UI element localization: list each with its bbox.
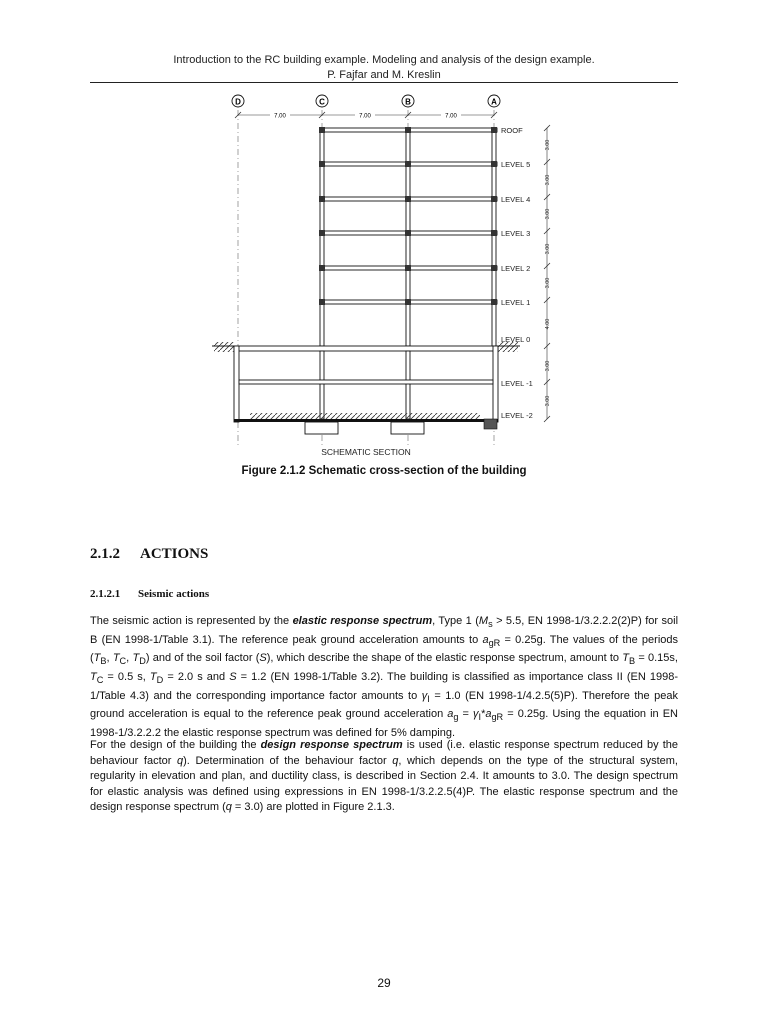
- storey-dim: 3.00: [545, 360, 551, 372]
- grid-axis-bubbles: [232, 95, 500, 107]
- term-design-response-spectrum: design response spectrum: [260, 739, 403, 751]
- storey-height-dimensions: [544, 125, 551, 422]
- figure-caption: Figure 2.1.2 Schematic cross-section of the building: [241, 465, 527, 477]
- basement-structure: [212, 342, 520, 434]
- level-label: LEVEL 2: [501, 264, 531, 273]
- level-label: LEVEL 4: [501, 195, 531, 204]
- page-number: 29: [377, 976, 391, 990]
- level-label: LEVEL 5: [501, 160, 531, 169]
- subsection-title: Seismic actions: [138, 588, 210, 600]
- level-label: LEVEL 0: [501, 335, 531, 344]
- storey-dim: 3.00: [545, 174, 551, 186]
- storey-dim: 3.00: [545, 139, 551, 151]
- paragraph-seismic-action: The seismic action is represented by the elastic response spectrum, Type 1 ($M_s > 5.5$, EN 1998-1/3.2.2.2(2)P) for soil B (EN 1998-1/Table 3.1). The reference peak ground acceleration amounts to $a_{gR} = 0.25g$. The values of the periods ($T_B$, $T_C$, $T_D$) and of the soil factor (S), which describe the shape of the elastic response spectrum, amount to $T_B = 0.15s$, $T_C = 0.5$ s, $T_D = 2.0$ s and S = 1.2 (EN 1998-1/Table 3.2). The building is classified as importance class II (EN 1998-1/Table 4.3) and the corresponding importance factor amounts to $\gamma_I = 1.0$ (EN 1998-1/4.2.5(5)P). Therefore the peak ground acceleration is equal to the reference peak ground acceleration $a_g = \gamma_I*a_{gR} = 0.25g$. Using the equation in EN 1998-1/3.2.2.2 the elastic response spectrum was defined for 5% damping.: [90, 615, 679, 740]
- storey-dim: 4.00: [545, 318, 551, 330]
- section-number: 2.1.2: [90, 546, 120, 562]
- axis-label-a: A: [491, 97, 497, 107]
- axis-label-d: D: [235, 97, 241, 107]
- level-label: LEVEL 3: [501, 229, 531, 238]
- span-dim: 7.00: [359, 113, 371, 120]
- section-label: SCHEMATIC SECTION: [321, 447, 411, 457]
- section-heading: [90, 546, 208, 563]
- axis-label-b: B: [405, 97, 411, 107]
- term-elastic-response-spectrum: elastic response spectrum: [292, 615, 433, 627]
- subsection-heading: [90, 588, 209, 600]
- level-label: LEVEL -2: [501, 411, 533, 420]
- level-label: LEVEL -1: [501, 379, 533, 388]
- span-dim: 7.00: [274, 113, 286, 120]
- superstructure-columns: [320, 128, 496, 346]
- level-label: ROOF: [501, 126, 523, 135]
- header-authors: P. Fajfar and M. Kreslin: [327, 69, 441, 81]
- level-label: LEVEL 1: [501, 298, 531, 307]
- storey-dim: 3.00: [545, 395, 551, 407]
- axis-label-c: C: [319, 97, 325, 107]
- schematic-section-figure: [0, 0, 768, 470]
- storey-dim: 3.00: [545, 243, 551, 255]
- paragraph-design-spectrum: For the design of the building the design response spectrum is used (i.e. elastic response spectrum reduced by the behaviour factor q). Determination of the behaviour factor q, which depends on the type of the structural system, regularity in elevation and plan, and ductility class, is described in Section 2.4. It amounts to 3.0. The design spectrum for elastic analysis was defined using expressions in EN 1998-1/3.2.2.5(4)P. The elastic response spectrum and the design response spectrum (q = 3.0) are plotted in Figure 2.1.3.: [90, 739, 678, 813]
- section-title: ACTIONS: [140, 546, 209, 562]
- subsection-number: 2.1.2.1: [90, 588, 121, 600]
- storey-dim: 3.00: [545, 277, 551, 289]
- span-dimensions: [235, 110, 497, 120]
- span-dim: 7.00: [445, 113, 457, 120]
- header-title: Introduction to the RC building example. Modeling and analysis of the design example.: [173, 54, 595, 66]
- storey-dim: 3.00: [545, 208, 551, 220]
- level-labels: [501, 126, 533, 420]
